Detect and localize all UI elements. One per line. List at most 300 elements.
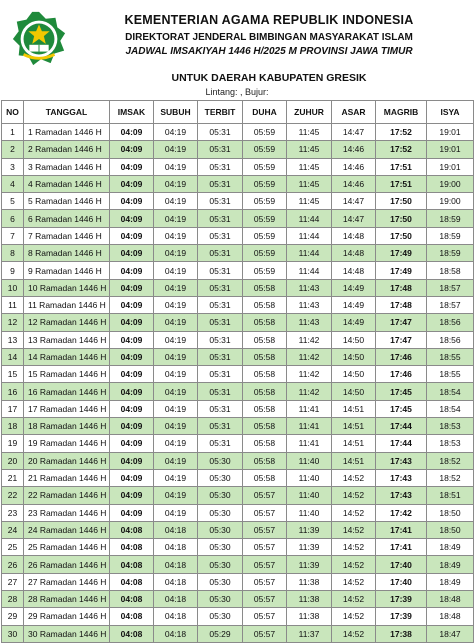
cell-zuhur: 11:43 xyxy=(287,279,332,296)
cell-duha: 05:58 xyxy=(243,296,287,313)
cell-magrib: 17:50 xyxy=(376,210,427,227)
table-row xyxy=(2,400,474,417)
cell-no: 6 xyxy=(2,210,24,227)
cell-isya: 18:59 xyxy=(427,227,474,244)
cell-isya: 18:54 xyxy=(427,383,474,400)
cell-isya: 18:59 xyxy=(427,245,474,262)
cell-zuhur: 11:43 xyxy=(287,314,332,331)
cell-zuhur: 11:42 xyxy=(287,348,332,365)
cell-magrib: 17:49 xyxy=(376,262,427,279)
cell-duha: 05:59 xyxy=(243,158,287,175)
cell-imsak: 04:09 xyxy=(110,383,154,400)
table-row xyxy=(2,348,474,365)
cell-terbit: 05:31 xyxy=(198,193,243,210)
cell-magrib: 17:40 xyxy=(376,556,427,573)
cell-asar: 14:50 xyxy=(332,348,376,365)
ministry-title: KEMENTERIAN AGAMA REPUBLIK INDONESIA xyxy=(124,13,414,27)
cell-zuhur: 11:45 xyxy=(287,158,332,175)
cell-duha: 05:59 xyxy=(243,227,287,244)
cell-zuhur: 11:38 xyxy=(287,573,332,590)
cell-terbit: 05:31 xyxy=(198,158,243,175)
table-row xyxy=(2,314,474,331)
cell-terbit: 05:31 xyxy=(198,314,243,331)
cell-imsak: 04:09 xyxy=(110,175,154,192)
cell-magrib: 17:44 xyxy=(376,418,427,435)
cell-isya: 18:55 xyxy=(427,348,474,365)
table-row xyxy=(2,539,474,556)
cell-imsak: 04:08 xyxy=(110,591,154,608)
cell-isya: 18:47 xyxy=(427,625,474,642)
cell-tg: 11 Ramadan 1446 H xyxy=(24,296,110,313)
cell-no: 26 xyxy=(2,556,24,573)
cell-duha: 05:58 xyxy=(243,469,287,486)
cell-duha: 05:57 xyxy=(243,591,287,608)
cell-no: 30 xyxy=(2,625,24,642)
cell-magrib: 17:46 xyxy=(376,348,427,365)
cell-imsak: 04:09 xyxy=(110,279,154,296)
cell-imsak: 04:09 xyxy=(110,366,154,383)
col-header-imsak: IMSAK xyxy=(110,101,154,124)
cell-subuh: 04:19 xyxy=(154,348,198,365)
cell-subuh: 04:18 xyxy=(154,573,198,590)
cell-terbit: 05:29 xyxy=(198,625,243,642)
cell-zuhur: 11:45 xyxy=(287,124,332,141)
cell-tg: 18 Ramadan 1446 H xyxy=(24,418,110,435)
cell-duha: 05:57 xyxy=(243,573,287,590)
cell-no: 14 xyxy=(2,348,24,365)
cell-tg: 26 Ramadan 1446 H xyxy=(24,556,110,573)
cell-zuhur: 11:44 xyxy=(287,262,332,279)
cell-zuhur: 11:39 xyxy=(287,556,332,573)
cell-terbit: 05:30 xyxy=(198,469,243,486)
cell-terbit: 05:31 xyxy=(198,262,243,279)
cell-no: 5 xyxy=(2,193,24,210)
cell-magrib: 17:39 xyxy=(376,591,427,608)
cell-subuh: 04:18 xyxy=(154,556,198,573)
table-row xyxy=(2,504,474,521)
cell-imsak: 04:08 xyxy=(110,625,154,642)
cell-imsak: 04:09 xyxy=(110,487,154,504)
cell-magrib: 17:41 xyxy=(376,521,427,538)
cell-isya: 18:52 xyxy=(427,452,474,469)
cell-tg: 27 Ramadan 1446 H xyxy=(24,573,110,590)
cell-terbit: 05:31 xyxy=(198,296,243,313)
cell-asar: 14:46 xyxy=(332,158,376,175)
table-row xyxy=(2,331,474,348)
cell-imsak: 04:09 xyxy=(110,158,154,175)
cell-isya: 18:49 xyxy=(427,573,474,590)
cell-magrib: 17:48 xyxy=(376,279,427,296)
cell-no: 4 xyxy=(2,175,24,192)
cell-isya: 18:57 xyxy=(427,279,474,296)
cell-zuhur: 11:39 xyxy=(287,539,332,556)
col-header-no: NO xyxy=(2,101,24,124)
cell-no: 25 xyxy=(2,539,24,556)
cell-duha: 05:59 xyxy=(243,193,287,210)
cell-magrib: 17:50 xyxy=(376,227,427,244)
cell-subuh: 04:19 xyxy=(154,193,198,210)
cell-imsak: 04:09 xyxy=(110,314,154,331)
table-row xyxy=(2,435,474,452)
cell-duha: 05:58 xyxy=(243,279,287,296)
cell-no: 27 xyxy=(2,573,24,590)
col-header-isya: ISYA xyxy=(427,101,474,124)
cell-magrib: 17:48 xyxy=(376,296,427,313)
cell-duha: 05:58 xyxy=(243,348,287,365)
cell-terbit: 05:31 xyxy=(198,279,243,296)
cell-zuhur: 11:42 xyxy=(287,366,332,383)
cell-isya: 19:01 xyxy=(427,141,474,158)
cell-tg: 30 Ramadan 1446 H xyxy=(24,625,110,642)
cell-isya: 18:58 xyxy=(427,262,474,279)
kemenag-emblem-icon xyxy=(10,10,68,68)
cell-tg: 16 Ramadan 1446 H xyxy=(24,383,110,400)
cell-asar: 14:52 xyxy=(332,591,376,608)
cell-subuh: 04:19 xyxy=(154,262,198,279)
cell-tg: 8 Ramadan 1446 H xyxy=(24,245,110,262)
cell-magrib: 17:38 xyxy=(376,625,427,642)
cell-isya: 19:01 xyxy=(427,124,474,141)
cell-asar: 14:51 xyxy=(332,418,376,435)
cell-tg: 7 Ramadan 1446 H xyxy=(24,227,110,244)
cell-magrib: 17:52 xyxy=(376,124,427,141)
cell-duha: 05:58 xyxy=(243,400,287,417)
cell-asar: 14:51 xyxy=(332,435,376,452)
cell-imsak: 04:09 xyxy=(110,245,154,262)
table-row xyxy=(2,227,474,244)
cell-asar: 14:52 xyxy=(332,556,376,573)
table-row xyxy=(2,366,474,383)
col-header-magrib: MAGRIB xyxy=(376,101,427,124)
cell-tg: 6 Ramadan 1446 H xyxy=(24,210,110,227)
cell-duha: 05:58 xyxy=(243,314,287,331)
cell-duha: 05:59 xyxy=(243,124,287,141)
table-row xyxy=(2,418,474,435)
cell-isya: 18:54 xyxy=(427,400,474,417)
table-row xyxy=(2,383,474,400)
cell-tg: 13 Ramadan 1446 H xyxy=(24,331,110,348)
cell-asar: 14:50 xyxy=(332,383,376,400)
cell-subuh: 04:19 xyxy=(154,141,198,158)
table-row xyxy=(2,158,474,175)
cell-no: 20 xyxy=(2,452,24,469)
cell-duha: 05:57 xyxy=(243,521,287,538)
cell-imsak: 04:09 xyxy=(110,400,154,417)
cell-terbit: 05:31 xyxy=(198,435,243,452)
cell-no: 8 xyxy=(2,245,24,262)
cell-asar: 14:47 xyxy=(332,210,376,227)
cell-magrib: 17:45 xyxy=(376,383,427,400)
table-row xyxy=(2,279,474,296)
cell-tg: 3 Ramadan 1446 H xyxy=(24,158,110,175)
cell-terbit: 05:30 xyxy=(198,608,243,625)
table-row xyxy=(2,608,474,625)
cell-duha: 05:57 xyxy=(243,556,287,573)
cell-asar: 14:52 xyxy=(332,469,376,486)
cell-terbit: 05:30 xyxy=(198,539,243,556)
cell-magrib: 17:51 xyxy=(376,158,427,175)
cell-no: 1 xyxy=(2,124,24,141)
cell-subuh: 04:19 xyxy=(154,435,198,452)
cell-asar: 14:52 xyxy=(332,487,376,504)
table-row xyxy=(2,469,474,486)
cell-terbit: 05:30 xyxy=(198,556,243,573)
col-header-asar: ASAR xyxy=(332,101,376,124)
cell-tg: 10 Ramadan 1446 H xyxy=(24,279,110,296)
cell-duha: 05:59 xyxy=(243,210,287,227)
cell-zuhur: 11:40 xyxy=(287,452,332,469)
cell-magrib: 17:43 xyxy=(376,469,427,486)
cell-terbit: 05:31 xyxy=(198,418,243,435)
cell-terbit: 05:31 xyxy=(198,383,243,400)
cell-tg: 1 Ramadan 1446 H xyxy=(24,124,110,141)
cell-imsak: 04:09 xyxy=(110,124,154,141)
cell-asar: 14:48 xyxy=(332,245,376,262)
cell-subuh: 04:19 xyxy=(154,452,198,469)
cell-tg: 25 Ramadan 1446 H xyxy=(24,539,110,556)
cell-asar: 14:51 xyxy=(332,400,376,417)
cell-isya: 18:50 xyxy=(427,504,474,521)
cell-tg: 14 Ramadan 1446 H xyxy=(24,348,110,365)
cell-duha: 05:59 xyxy=(243,175,287,192)
cell-magrib: 17:46 xyxy=(376,366,427,383)
cell-no: 2 xyxy=(2,141,24,158)
cell-duha: 05:58 xyxy=(243,331,287,348)
cell-asar: 14:50 xyxy=(332,366,376,383)
cell-terbit: 05:30 xyxy=(198,591,243,608)
cell-imsak: 04:09 xyxy=(110,348,154,365)
col-header-tanggal: TANGGAL xyxy=(24,101,110,124)
schedule-title: JADWAL IMSAKIYAH 1446 H/2025 M PROVINSI JAWA TIMUR xyxy=(125,46,413,57)
cell-subuh: 04:18 xyxy=(154,521,198,538)
cell-subuh: 04:18 xyxy=(154,539,198,556)
table-row xyxy=(2,591,474,608)
col-header-duha: DUHA xyxy=(243,101,287,124)
cell-magrib: 17:49 xyxy=(376,245,427,262)
region-title: UNTUK DAERAH KABUPATEN GRESIK xyxy=(171,72,367,84)
cell-subuh: 04:19 xyxy=(154,227,198,244)
cell-terbit: 05:31 xyxy=(198,331,243,348)
cell-zuhur: 11:40 xyxy=(287,504,332,521)
table-row xyxy=(2,521,474,538)
cell-isya: 18:48 xyxy=(427,608,474,625)
table-row xyxy=(2,124,474,141)
cell-isya: 18:59 xyxy=(427,210,474,227)
cell-asar: 14:46 xyxy=(332,175,376,192)
cell-magrib: 17:47 xyxy=(376,314,427,331)
cell-no: 24 xyxy=(2,521,24,538)
cell-zuhur: 11:38 xyxy=(287,608,332,625)
cell-magrib: 17:39 xyxy=(376,608,427,625)
cell-no: 17 xyxy=(2,400,24,417)
cell-zuhur: 11:40 xyxy=(287,469,332,486)
cell-tg: 12 Ramadan 1446 H xyxy=(24,314,110,331)
cell-terbit: 05:30 xyxy=(198,504,243,521)
cell-imsak: 04:09 xyxy=(110,469,154,486)
cell-no: 12 xyxy=(2,314,24,331)
cell-magrib: 17:50 xyxy=(376,193,427,210)
cell-subuh: 04:19 xyxy=(154,504,198,521)
cell-tg: 28 Ramadan 1446 H xyxy=(24,591,110,608)
cell-duha: 05:58 xyxy=(243,418,287,435)
cell-terbit: 05:31 xyxy=(198,366,243,383)
table-row xyxy=(2,141,474,158)
cell-tg: 29 Ramadan 1446 H xyxy=(24,608,110,625)
cell-isya: 18:53 xyxy=(427,418,474,435)
cell-asar: 14:52 xyxy=(332,504,376,521)
cell-terbit: 05:30 xyxy=(198,452,243,469)
cell-asar: 14:52 xyxy=(332,521,376,538)
cell-tg: 2 Ramadan 1446 H xyxy=(24,141,110,158)
cell-subuh: 04:19 xyxy=(154,487,198,504)
col-header-subuh: SUBUH xyxy=(154,101,198,124)
cell-magrib: 17:52 xyxy=(376,141,427,158)
cell-isya: 18:50 xyxy=(427,521,474,538)
cell-tg: 20 Ramadan 1446 H xyxy=(24,452,110,469)
cell-tg: 21 Ramadan 1446 H xyxy=(24,469,110,486)
cell-imsak: 04:08 xyxy=(110,556,154,573)
cell-zuhur: 11:42 xyxy=(287,383,332,400)
cell-duha: 05:58 xyxy=(243,366,287,383)
cell-zuhur: 11:45 xyxy=(287,175,332,192)
cell-asar: 14:50 xyxy=(332,331,376,348)
cell-no: 21 xyxy=(2,469,24,486)
table-row xyxy=(2,573,474,590)
cell-no: 28 xyxy=(2,591,24,608)
cell-subuh: 04:19 xyxy=(154,400,198,417)
cell-terbit: 05:30 xyxy=(198,487,243,504)
cell-asar: 14:51 xyxy=(332,452,376,469)
cell-no: 9 xyxy=(2,262,24,279)
cell-magrib: 17:44 xyxy=(376,435,427,452)
table-row xyxy=(2,210,474,227)
cell-imsak: 04:09 xyxy=(110,331,154,348)
cell-imsak: 04:09 xyxy=(110,227,154,244)
cell-duha: 05:57 xyxy=(243,504,287,521)
cell-zuhur: 11:45 xyxy=(287,193,332,210)
cell-no: 3 xyxy=(2,158,24,175)
document-header xyxy=(0,0,474,100)
cell-subuh: 04:19 xyxy=(154,469,198,486)
cell-no: 19 xyxy=(2,435,24,452)
cell-terbit: 05:31 xyxy=(198,141,243,158)
cell-zuhur: 11:41 xyxy=(287,418,332,435)
table-row xyxy=(2,175,474,192)
cell-subuh: 04:19 xyxy=(154,296,198,313)
cell-magrib: 17:42 xyxy=(376,504,427,521)
cell-asar: 14:49 xyxy=(332,314,376,331)
cell-tg: 9 Ramadan 1446 H xyxy=(24,262,110,279)
cell-zuhur: 11:43 xyxy=(287,296,332,313)
cell-no: 7 xyxy=(2,227,24,244)
cell-terbit: 05:31 xyxy=(198,400,243,417)
cell-asar: 14:52 xyxy=(332,539,376,556)
cell-zuhur: 11:37 xyxy=(287,625,332,642)
cell-zuhur: 11:44 xyxy=(287,210,332,227)
table-row xyxy=(2,625,474,642)
cell-subuh: 04:18 xyxy=(154,591,198,608)
cell-terbit: 05:30 xyxy=(198,521,243,538)
cell-tg: 5 Ramadan 1446 H xyxy=(24,193,110,210)
cell-isya: 19:00 xyxy=(427,193,474,210)
cell-zuhur: 11:45 xyxy=(287,141,332,158)
cell-subuh: 04:19 xyxy=(154,366,198,383)
cell-subuh: 04:19 xyxy=(154,245,198,262)
cell-zuhur: 11:41 xyxy=(287,435,332,452)
cell-zuhur: 11:44 xyxy=(287,245,332,262)
cell-imsak: 04:09 xyxy=(110,435,154,452)
cell-imsak: 04:09 xyxy=(110,452,154,469)
cell-asar: 14:46 xyxy=(332,141,376,158)
cell-no: 10 xyxy=(2,279,24,296)
cell-isya: 18:48 xyxy=(427,591,474,608)
table-row xyxy=(2,262,474,279)
cell-duha: 05:58 xyxy=(243,452,287,469)
table-row xyxy=(2,452,474,469)
cell-isya: 18:53 xyxy=(427,435,474,452)
cell-duha: 05:59 xyxy=(243,141,287,158)
cell-subuh: 04:19 xyxy=(154,124,198,141)
cell-imsak: 04:09 xyxy=(110,504,154,521)
directorate-title: DIREKTORAT JENDERAL BIMBINGAN MASYARAKAT ISLAM xyxy=(125,32,413,43)
cell-imsak: 04:09 xyxy=(110,141,154,158)
cell-imsak: 04:09 xyxy=(110,296,154,313)
cell-duha: 05:57 xyxy=(243,608,287,625)
cell-isya: 18:49 xyxy=(427,539,474,556)
cell-isya: 18:52 xyxy=(427,469,474,486)
cell-subuh: 04:19 xyxy=(154,331,198,348)
cell-tg: 24 Ramadan 1446 H xyxy=(24,521,110,538)
cell-subuh: 04:18 xyxy=(154,625,198,642)
cell-imsak: 04:09 xyxy=(110,193,154,210)
cell-terbit: 05:31 xyxy=(198,210,243,227)
cell-asar: 14:48 xyxy=(332,227,376,244)
cell-subuh: 04:19 xyxy=(154,314,198,331)
cell-magrib: 17:43 xyxy=(376,487,427,504)
cell-zuhur: 11:41 xyxy=(287,400,332,417)
cell-imsak: 04:09 xyxy=(110,210,154,227)
table-row xyxy=(2,556,474,573)
cell-isya: 18:55 xyxy=(427,366,474,383)
cell-duha: 05:57 xyxy=(243,487,287,504)
cell-asar: 14:52 xyxy=(332,625,376,642)
cell-imsak: 04:09 xyxy=(110,262,154,279)
cell-isya: 19:01 xyxy=(427,158,474,175)
cell-no: 23 xyxy=(2,504,24,521)
cell-isya: 19:00 xyxy=(427,175,474,192)
cell-imsak: 04:09 xyxy=(110,418,154,435)
cell-zuhur: 11:38 xyxy=(287,591,332,608)
cell-asar: 14:49 xyxy=(332,279,376,296)
cell-tg: 19 Ramadan 1446 H xyxy=(24,435,110,452)
cell-imsak: 04:08 xyxy=(110,608,154,625)
cell-magrib: 17:43 xyxy=(376,452,427,469)
cell-magrib: 17:41 xyxy=(376,539,427,556)
cell-subuh: 04:19 xyxy=(154,418,198,435)
cell-terbit: 05:31 xyxy=(198,175,243,192)
cell-terbit: 05:31 xyxy=(198,227,243,244)
cell-imsak: 04:08 xyxy=(110,573,154,590)
cell-no: 15 xyxy=(2,366,24,383)
imsakiyah-table xyxy=(1,100,474,643)
cell-no: 29 xyxy=(2,608,24,625)
cell-zuhur: 11:40 xyxy=(287,487,332,504)
cell-asar: 14:52 xyxy=(332,573,376,590)
cell-subuh: 04:19 xyxy=(154,279,198,296)
cell-duha: 05:58 xyxy=(243,435,287,452)
table-header-row xyxy=(2,101,474,124)
cell-isya: 18:49 xyxy=(427,556,474,573)
